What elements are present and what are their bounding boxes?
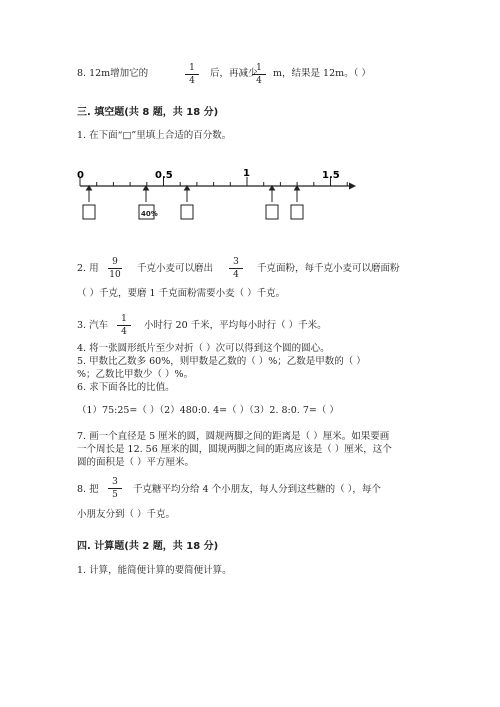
tick-label-1.5: 1.5 (322, 170, 340, 181)
q1-text: 1. 在下面“□”里填上合适的百分数。 (77, 130, 232, 141)
q3-post: 小时行 20 千米，平均每小时行（ ）千米。 (144, 320, 327, 331)
q8-line2: 小朋友分到（ ）千克。 (77, 509, 176, 520)
number-line (72, 160, 362, 230)
q2-mid: 千克小麦可以磨出 (137, 263, 214, 274)
q8-mc-mid: 后，再减少 (210, 68, 258, 79)
q2-post: 千克面粉，每千克小麦可以磨面粉 (257, 263, 400, 274)
q2-line2: （ ）千克，要磨 1 千克面粉需要小麦（ ）千克。 (77, 288, 286, 299)
q8-mc-pre: 8. 12m增加它的 (77, 68, 149, 79)
answer-box-4 (266, 205, 278, 219)
q5-line2: %；乙数比甲数少（ ）%。 (77, 369, 194, 380)
tick-label-1: 1 (243, 168, 250, 179)
q6-items: （1）75:25=（ ）（2）480:0. 4=（ ）（3）2. 8:0. 7=（ ） (77, 405, 339, 416)
q2-fraction-2: 3 4 (229, 257, 243, 280)
tick-label-0.5: 0.5 (155, 170, 173, 181)
q3-fraction: 1 4 (117, 314, 131, 337)
tick-label-0: 0 (77, 170, 84, 181)
q7-line1: 7. 画一个直径是 5 厘米的圆，圆规两脚之间的距离是（ ）厘米。如果要画 (77, 431, 390, 442)
q7-line3: 圆的面积是（ ）平方厘米。 (77, 457, 195, 468)
q2-pre: 2. 用 (77, 263, 99, 274)
q2-fraction-1: 9 10 (109, 257, 121, 280)
q8-mc-post: m，结果是 12m。（ ） (273, 68, 371, 79)
q7-line2: 一个周长是 12. 56 厘米的圆，圆规两脚之间的距离应该是（ ）厘米，这个 (77, 444, 392, 455)
section-heading-calculation: 四. 计算题(共 2 题，共 18 分) (77, 541, 219, 552)
q3-pre: 3. 汽车 (77, 320, 109, 331)
q8-pre: 8. 把 (77, 484, 99, 495)
q6-text: 6. 求下面各比的比值。 (77, 382, 175, 393)
section-heading-fill-in: 三. 填空题(共 8 题，共 18 分) (77, 107, 219, 118)
q8-post: 千克糖平均分给 4 个小朋友，每人分到这些糖的（ ），每个 (133, 484, 381, 495)
answer-box-3 (181, 205, 193, 219)
answer-box-1 (83, 205, 95, 219)
filled-box-label: 40% (141, 210, 158, 218)
answer-box-5 (291, 205, 303, 219)
q8-mc-fraction-2: 1 4 (252, 63, 266, 86)
q4-text: 4. 将一张圆形纸片至少对折（ ）次可以得到这个圆的圆心。 (77, 343, 330, 354)
calc1-text: 1. 计算，能简便计算的要简便计算。 (77, 565, 232, 576)
q8-fraction: 3 5 (108, 477, 122, 500)
q5-line1: 5. 甲数比乙数多 60%，则甲数是乙数的（ ）%；乙数是甲数的（ ） (77, 356, 366, 367)
q8-mc-fraction-1: 1 4 (185, 63, 199, 86)
